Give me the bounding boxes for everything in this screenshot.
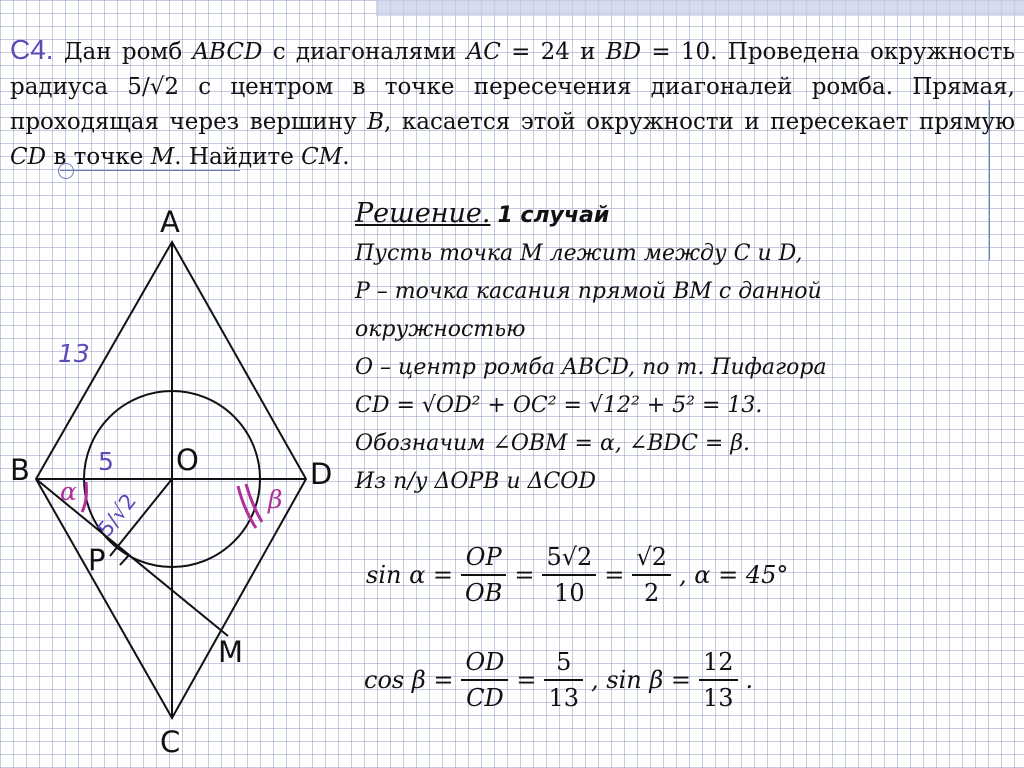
formula-sin-alpha: sin α = $\frac{OP}{OB}$ = $\frac{5√2}{10}$ = $\frac{√2}{2}$ , α = 45°: [362, 540, 792, 610]
solution-line: CD = √OD² + OC² = √12² + 5² = 13.: [355, 393, 763, 418]
beta-label: β: [268, 485, 283, 514]
solution-line: P – точка касания прямой BM с данной: [355, 279, 822, 304]
solution-line: Пусть точка M лежит между C и D,: [355, 241, 803, 266]
label-m: M: [218, 635, 244, 669]
label-d: D: [310, 457, 333, 491]
solution-line: O – центр ромба ABCD, по т. Пифагора: [355, 355, 827, 380]
solution-heading: Решение.: [355, 198, 491, 229]
solution-case: 1 случай: [497, 203, 610, 228]
solution-line: окружностью: [355, 317, 526, 342]
side-label: 13: [58, 339, 90, 368]
alpha-label: α: [60, 477, 77, 506]
label-p: P: [88, 543, 106, 577]
label-c: C: [160, 725, 181, 759]
problem-number: C4.: [10, 34, 54, 65]
radius-label: 5/√2: [93, 489, 141, 542]
label-b: B: [10, 453, 30, 487]
formula-cos-beta: cos β = $\frac{OD}{CD}$ = $\frac{5}{13}$ , sin β = $\frac{12}{13}$ .: [360, 645, 757, 715]
solution-line: Обозначим ∠OBM = α, ∠BDC = β.: [355, 431, 751, 456]
problem-statement: C4. Дан ромб ABCD с диагоналями AC = 24 и BD = 10. Проведена окружность радиуса 5/√2 с центром в точке пересечения диагоналей ромба. Прямая, проходящая через вершину B, касается этой окружности и пересекает прямую CD в точке M. Найдите CM.: [10, 34, 1015, 170]
half-bd-label: 5: [98, 447, 114, 476]
label-o: O: [176, 443, 199, 477]
solution-line: Из п/у ΔOPB и ΔCOD: [355, 469, 596, 494]
label-a: A: [160, 205, 180, 239]
